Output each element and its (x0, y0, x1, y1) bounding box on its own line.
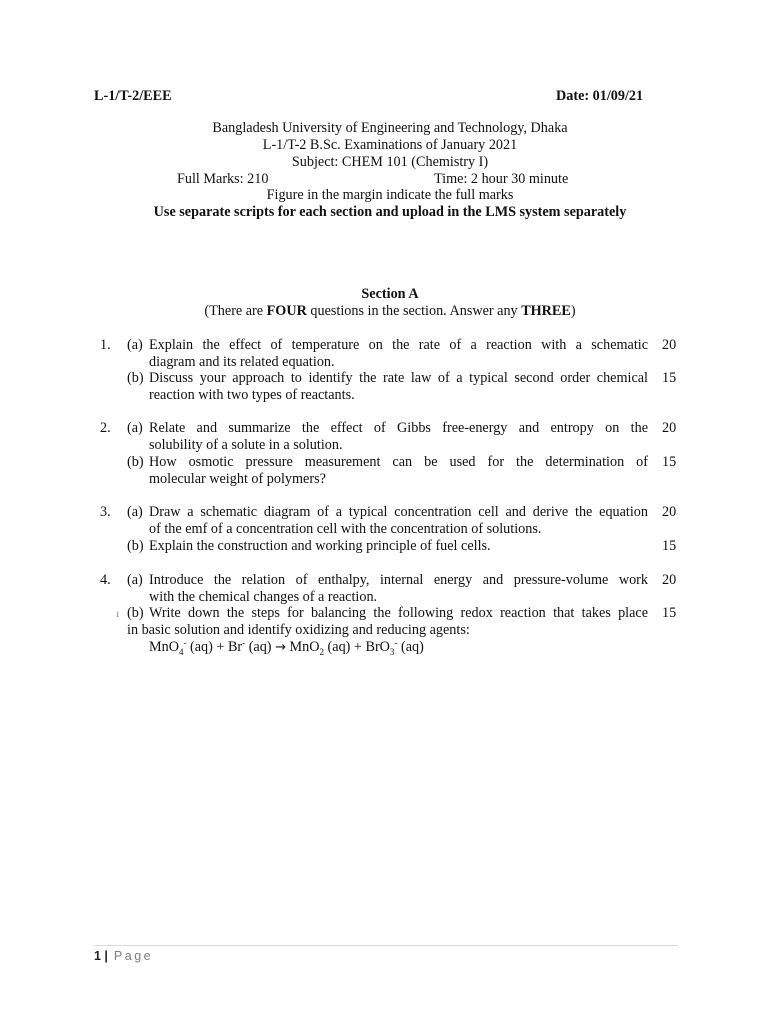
full-marks: Full Marks: 210 (177, 171, 269, 187)
part-label: (a) (127, 572, 143, 588)
subject-line: Subject: CHEM 101 (Chemistry I) (291, 154, 489, 170)
part-text-continued: molecular weight of polymers? (149, 470, 326, 487)
exam-name: L-1/T-2 B.Sc. Examinations of January 2021 (262, 137, 518, 153)
part-label: (a) (127, 420, 143, 436)
eq-end: (aq) (397, 639, 424, 655)
upload-instruction: Use separate scripts for each section and upload in the LMS system separately (153, 204, 627, 220)
part-text-continued: reaction with two types of reactants. (149, 386, 355, 403)
exam-time: Time: 2 hour 30 minute (434, 171, 569, 187)
part-label: (a) (127, 504, 143, 520)
eq-bro3-sup: - (394, 637, 398, 648)
eq-mno4: MnO (149, 639, 179, 655)
eq-bro3: (aq) + BrO (324, 639, 390, 655)
page-footer (94, 948, 153, 965)
question-4-number: 4. (100, 572, 111, 588)
part-text: Discuss your approach to identify the rate law of a typical second order chemical (149, 370, 648, 386)
marks-4b: 15 (662, 605, 677, 621)
part-text: Explain the construction and working principle of fuel cells. (149, 538, 491, 554)
exam-date: Date: 01/09/21 (556, 88, 644, 104)
part-label: (b) (127, 370, 144, 386)
eq-br-sup: - (242, 637, 246, 648)
question-4b (127, 605, 648, 639)
university-name: Bangladesh University of Engineering and Technology, Dhaka (212, 120, 568, 136)
eq-mno4-sup: - (183, 637, 187, 648)
page-number: 1 | (94, 949, 108, 963)
question-1b (127, 370, 648, 404)
section-note-suffix: ) (570, 303, 576, 319)
redox-equation (149, 639, 424, 657)
question-3b (127, 538, 648, 555)
question-3a (127, 504, 648, 538)
part-text: Explain the effect of temperature on the rate of a reaction with a schematic (149, 337, 648, 353)
part-label: (b) (127, 454, 144, 470)
part-text: Introduce the relation of enthalpy, internal energy and pressure-volume work (149, 572, 648, 588)
eq-br: (aq) + Br (186, 639, 243, 655)
marks-1b: 15 (662, 370, 677, 386)
course-code: L-1/T-2/EEE (94, 88, 172, 104)
part-text: Relate and summarize the effect of Gibbs free-energy and entropy on the (149, 420, 648, 436)
footer-divider (94, 945, 678, 946)
question-4a (127, 572, 648, 606)
marks-2b: 15 (662, 454, 677, 470)
section-title: Section A (361, 286, 419, 302)
section-note-prefix: (There are (204, 303, 267, 319)
part-label: (b) (127, 605, 144, 621)
section-note-three: THREE (521, 303, 571, 319)
part-text-continued: of the emf of a concentration cell with the concentration of solutions. (149, 520, 542, 537)
part-text-continued: in basic solution and identify oxidizing and reducing agents: (127, 621, 470, 638)
part-text: Write down the steps for balancing the following redox reaction that takes place (149, 605, 648, 621)
part-text-continued: with the chemical changes of a reaction. (149, 588, 378, 605)
question-2b (127, 454, 648, 488)
section-note-mid: questions in the section. Answer any (306, 303, 522, 319)
marks-4a: 20 (662, 572, 677, 588)
question-2-number: 2. (100, 420, 111, 436)
part-label: (a) (127, 337, 143, 353)
part-text-continued: diagram and its related equation. (149, 353, 335, 370)
question-1a (127, 337, 648, 371)
section-note-four: FOUR (266, 303, 307, 319)
section-note (0, 303, 768, 320)
part-text: How osmotic pressure measurement can be used for the determination of (149, 454, 648, 470)
eq-mno2-sub: 2 (319, 646, 324, 657)
stray-mark: ı (116, 606, 120, 620)
marks-3a: 20 (662, 504, 677, 520)
part-label: (b) (127, 538, 144, 554)
part-text: Draw a schematic diagram of a typical concentration cell and derive the equation (149, 504, 648, 520)
part-text-continued: solubility of a solute in a solution. (149, 436, 343, 453)
marks-1a: 20 (662, 337, 677, 353)
eq-bro3-sub: 3 (389, 646, 395, 657)
question-3-number: 3. (100, 504, 111, 520)
reaction-arrow-icon: → (275, 640, 286, 655)
marks-2a: 20 (662, 420, 677, 436)
question-2a (127, 420, 648, 454)
question-1-number: 1. (100, 337, 111, 353)
eq-aq: (aq) (245, 639, 276, 655)
margin-note: Figure in the margin indicate the full marks (266, 187, 514, 203)
page-word: Page (107, 949, 154, 963)
eq-mno2: MnO (285, 639, 320, 655)
marks-3b: 15 (662, 538, 677, 554)
eq-mno4-sub: 4 (178, 646, 184, 657)
